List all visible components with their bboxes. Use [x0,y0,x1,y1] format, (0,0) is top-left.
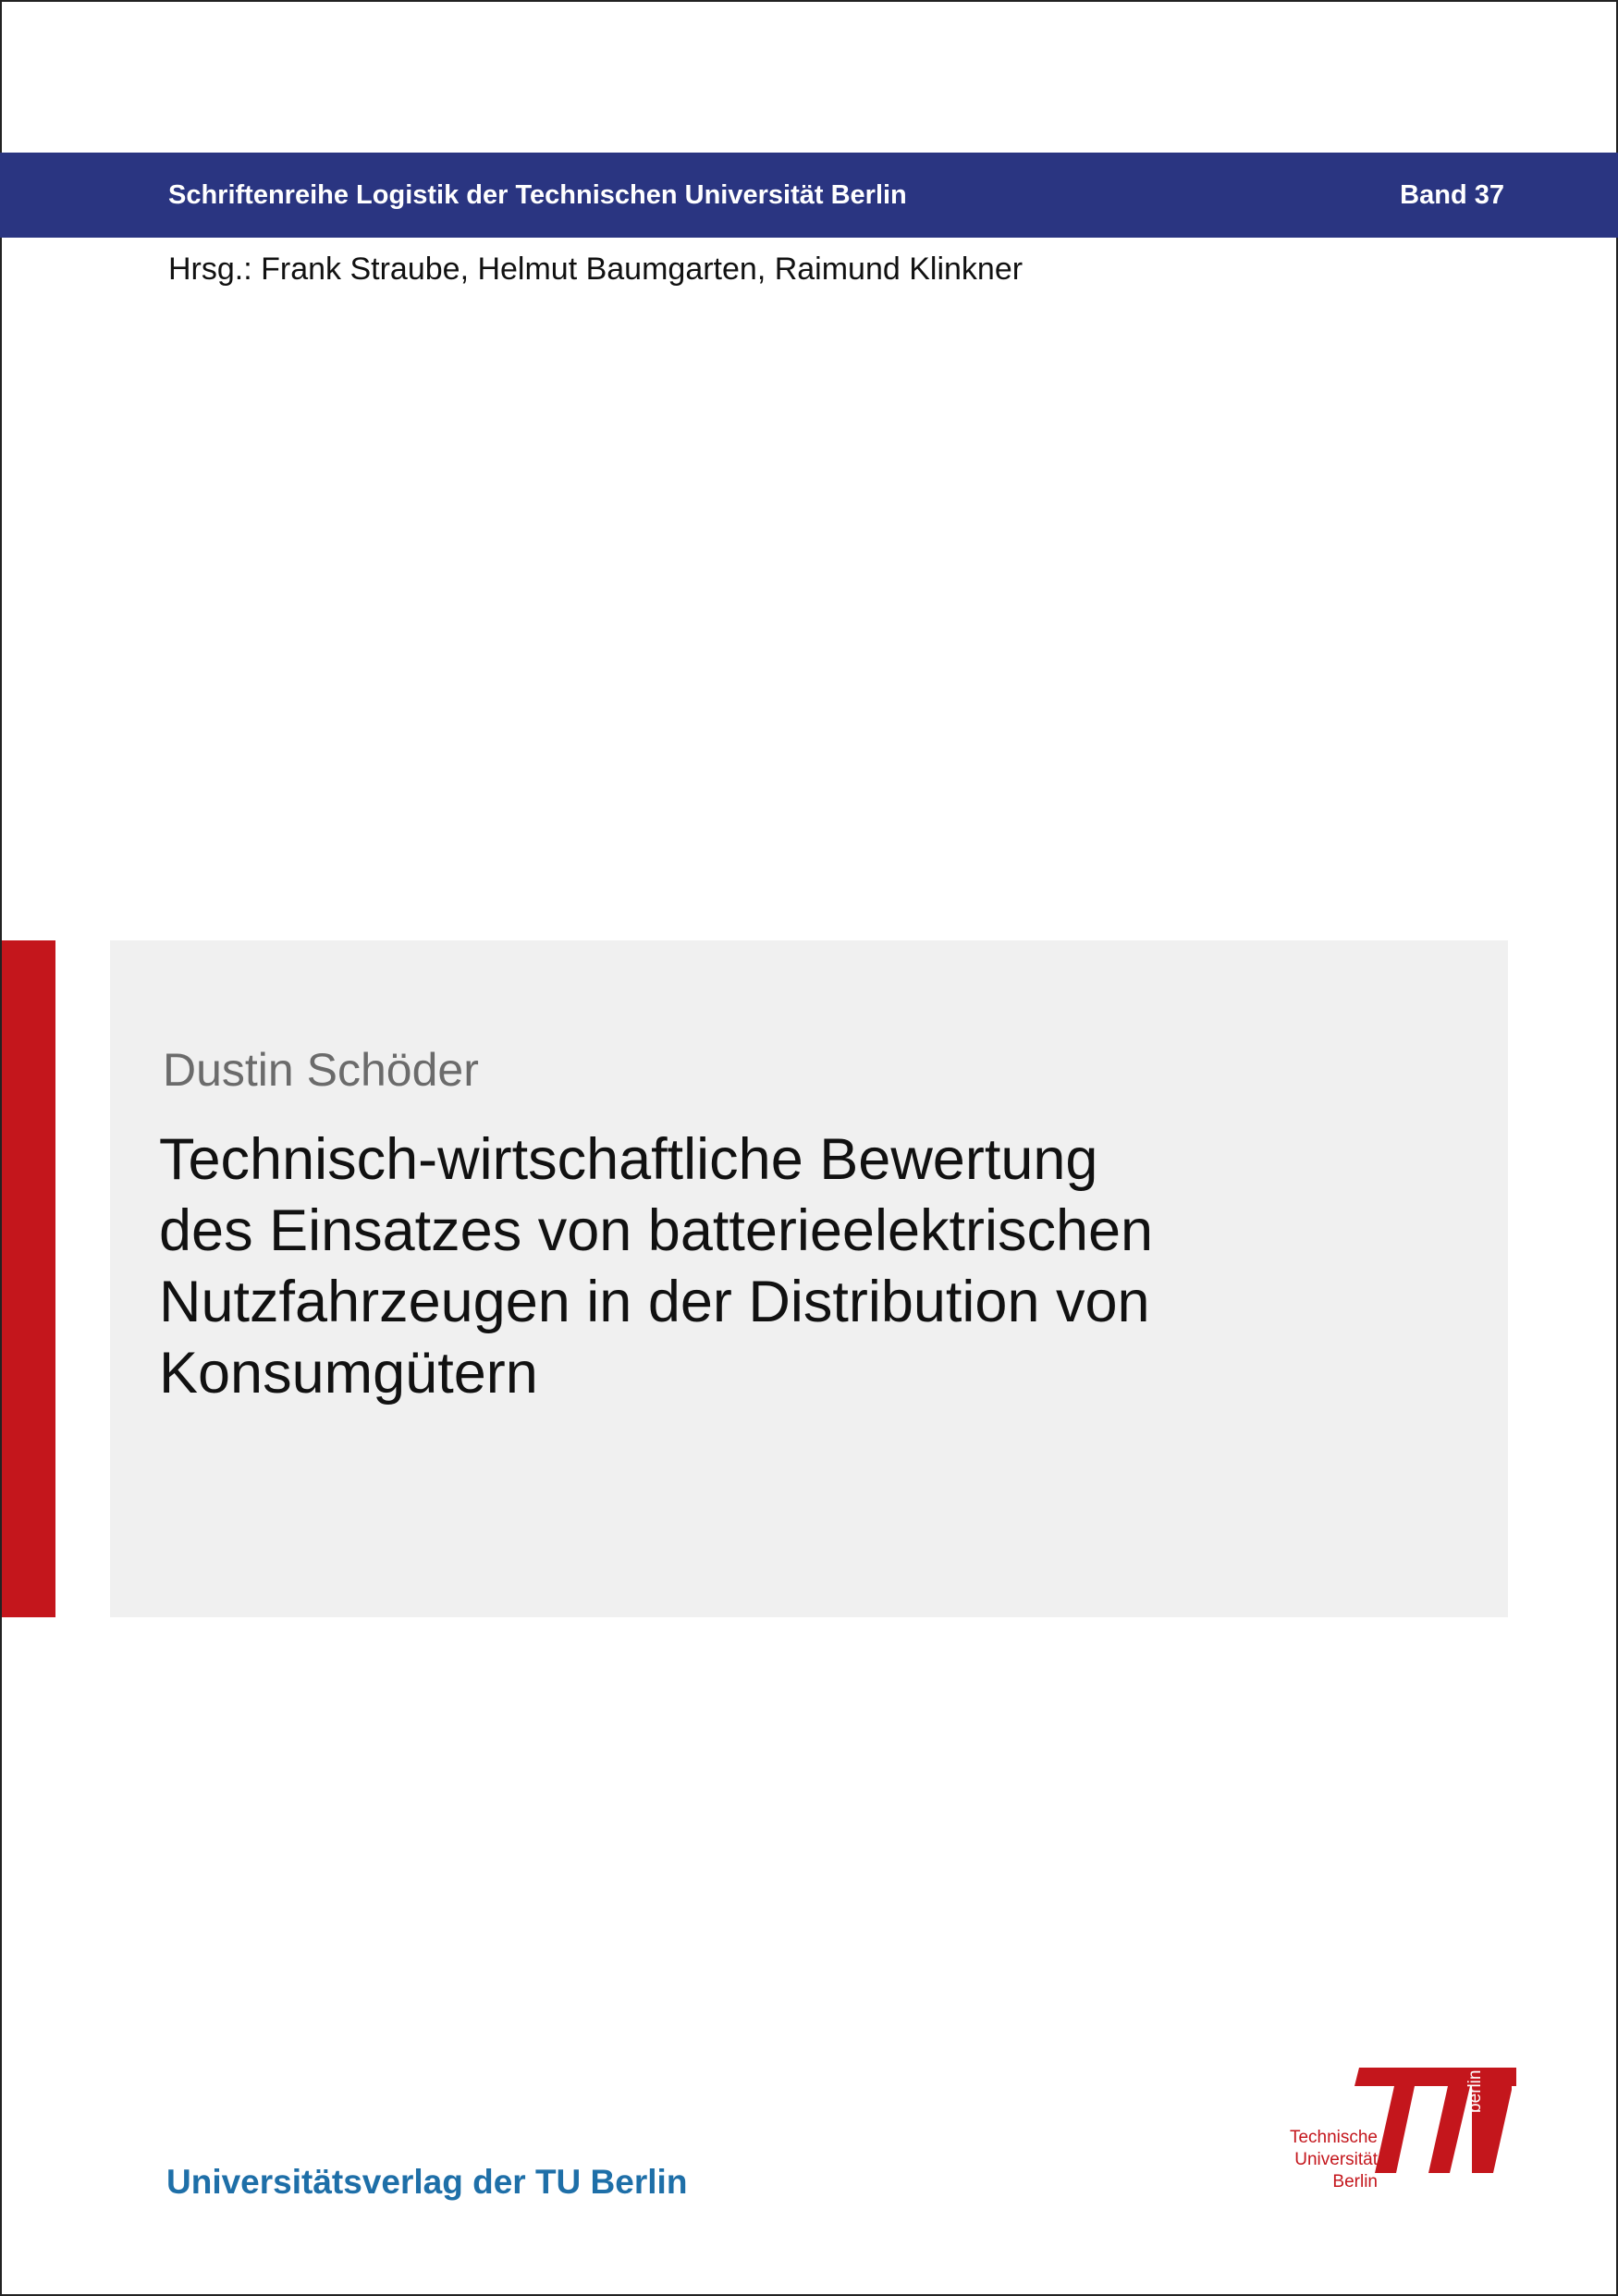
red-accent-strip [2,940,55,1617]
author-name: Dustin Schöder [163,1044,479,1096]
title-line: Technisch-wirtschaftliche Bewertung [159,1127,1098,1192]
logo-vertical-berlin: berlin [1465,2069,1485,2113]
logo-text-line: Berlin [1332,2172,1378,2192]
title-line: des Einsatzes von batterieelektrischen [159,1198,1154,1263]
book-title [159,1124,1361,1409]
publisher-name: Universitätsverlag der TU Berlin [166,2163,688,2201]
title-line: Konsumgütern [159,1341,538,1406]
logo-text-line: Universität [1294,2150,1378,2169]
tu-berlin-logo-text [1239,2127,1378,2193]
series-title: Schriftenreihe Logistik der Technischen Universität Berlin [168,180,907,210]
volume-number: Band 37 [1400,180,1504,210]
title-line: Nutzfahrzeugen in der Distribution von [159,1270,1150,1334]
logo-text-line: Technische [1289,2128,1378,2147]
editors-line: Hrsg.: Frank Straube, Helmut Baumgarten, Raimund Klinkner [168,252,1024,287]
